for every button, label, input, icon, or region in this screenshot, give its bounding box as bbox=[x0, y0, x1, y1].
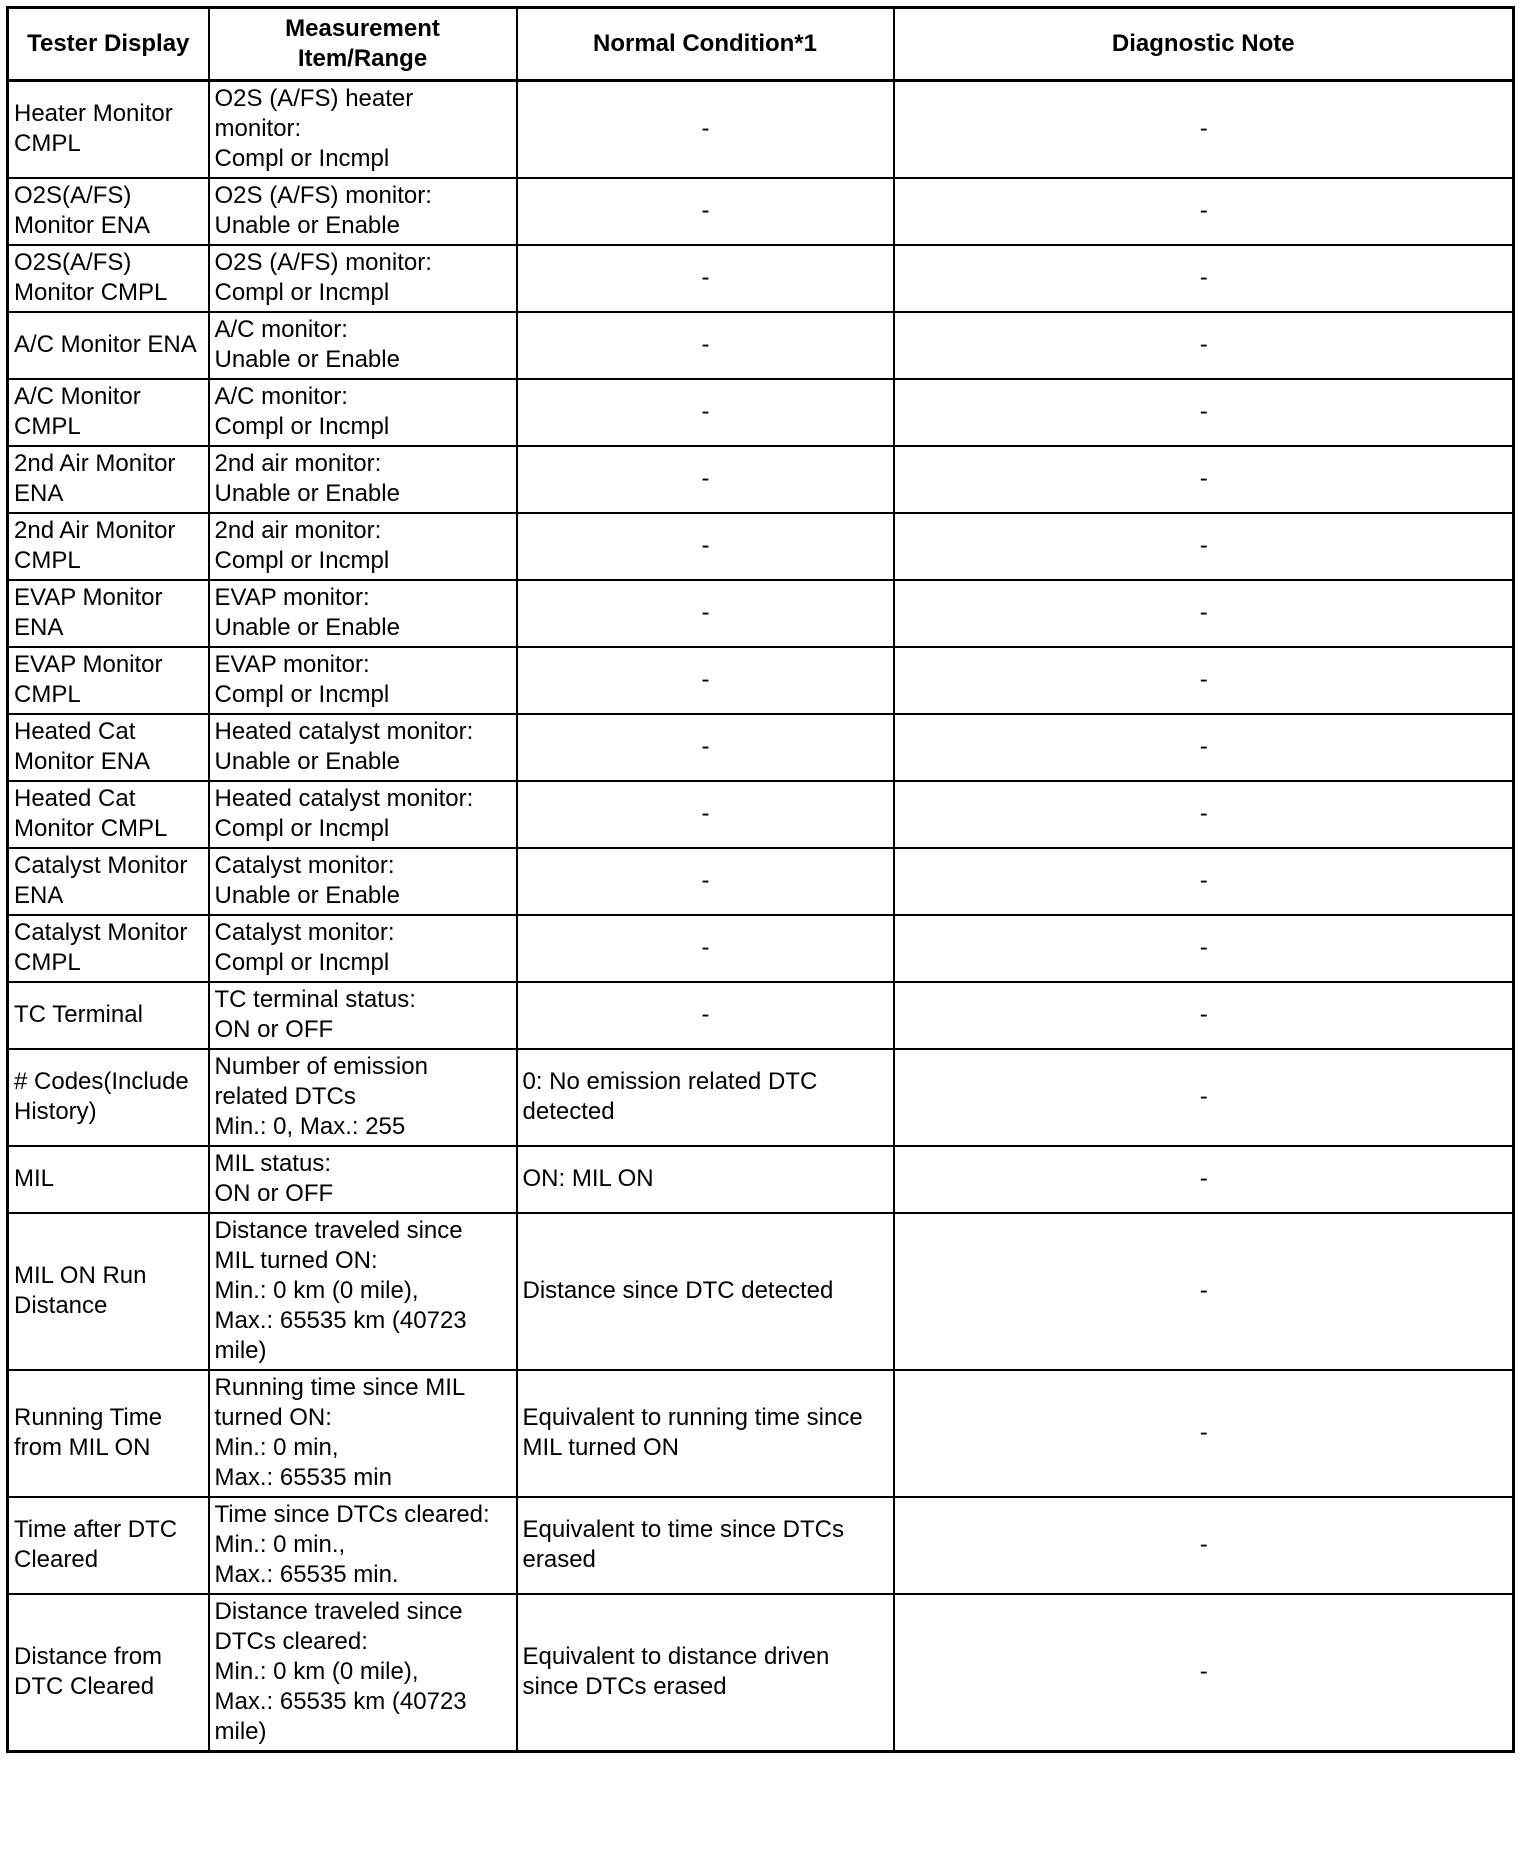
cell-tester-display: O2S(A/FS) Monitor ENA bbox=[8, 178, 209, 245]
cell-normal-condition: - bbox=[517, 446, 894, 513]
table-row bbox=[8, 81, 1514, 179]
cell-tester-display: Time after DTC Cleared bbox=[8, 1497, 209, 1594]
cell-tester-display: Heated Cat Monitor ENA bbox=[8, 714, 209, 781]
cell-measurement-range: Number of emission related DTCs Min.: 0, Max.: 255 bbox=[209, 1049, 517, 1146]
cell-tester-display: O2S(A/FS) Monitor CMPL bbox=[8, 245, 209, 312]
cell-measurement-range: MIL status: ON or OFF bbox=[209, 1146, 517, 1213]
cell-tester-display: Heater Monitor CMPL bbox=[8, 81, 209, 179]
cell-diagnostic-note: - bbox=[894, 848, 1514, 915]
table-row bbox=[8, 580, 1514, 647]
cell-measurement-range: EVAP monitor: Unable or Enable bbox=[209, 580, 517, 647]
cell-diagnostic-note: - bbox=[894, 781, 1514, 848]
cell-diagnostic-note: - bbox=[894, 580, 1514, 647]
cell-normal-condition: - bbox=[517, 915, 894, 982]
cell-diagnostic-note: - bbox=[894, 1594, 1514, 1752]
cell-normal-condition: - bbox=[517, 580, 894, 647]
cell-normal-condition: - bbox=[517, 178, 894, 245]
cell-measurement-range: Distance traveled since MIL turned ON: Min.: 0 km (0 mile), Max.: 65535 km (40723 mile) bbox=[209, 1213, 517, 1370]
table-header bbox=[8, 8, 1514, 81]
cell-measurement-range: Running time since MIL turned ON: Min.: 0 min, Max.: 65535 min bbox=[209, 1370, 517, 1497]
cell-measurement-range: O2S (A/FS) heater monitor: Compl or Incmpl bbox=[209, 81, 517, 179]
data-list-sheet bbox=[6, 6, 1515, 1753]
cell-measurement-range: Time since DTCs cleared: Min.: 0 min., Max.: 65535 min. bbox=[209, 1497, 517, 1594]
cell-diagnostic-note: - bbox=[894, 1213, 1514, 1370]
cell-normal-condition: - bbox=[517, 714, 894, 781]
cell-normal-condition: - bbox=[517, 982, 894, 1049]
table-row bbox=[8, 1213, 1514, 1370]
table-row bbox=[8, 513, 1514, 580]
cell-measurement-range: 2nd air monitor: Compl or Incmpl bbox=[209, 513, 517, 580]
cell-measurement-range: O2S (A/FS) monitor: Unable or Enable bbox=[209, 178, 517, 245]
cell-measurement-range: Catalyst monitor: Unable or Enable bbox=[209, 848, 517, 915]
cell-tester-display: 2nd Air Monitor ENA bbox=[8, 446, 209, 513]
table-row bbox=[8, 982, 1514, 1049]
header-diagnostic-note: Diagnostic Note bbox=[894, 8, 1514, 81]
table-row bbox=[8, 1594, 1514, 1752]
cell-normal-condition: - bbox=[517, 781, 894, 848]
cell-normal-condition: - bbox=[517, 245, 894, 312]
cell-diagnostic-note: - bbox=[894, 513, 1514, 580]
cell-measurement-range: TC terminal status: ON or OFF bbox=[209, 982, 517, 1049]
header-normal-condition: Normal Condition*1 bbox=[517, 8, 894, 81]
table-row bbox=[8, 446, 1514, 513]
cell-measurement-range: A/C monitor: Unable or Enable bbox=[209, 312, 517, 379]
cell-diagnostic-note: - bbox=[894, 178, 1514, 245]
cell-tester-display: Distance from DTC Cleared bbox=[8, 1594, 209, 1752]
cell-diagnostic-note: - bbox=[894, 915, 1514, 982]
table-row bbox=[8, 781, 1514, 848]
cell-tester-display: MIL bbox=[8, 1146, 209, 1213]
cell-measurement-range: Heated catalyst monitor: Unable or Enable bbox=[209, 714, 517, 781]
cell-measurement-range: O2S (A/FS) monitor: Compl or Incmpl bbox=[209, 245, 517, 312]
cell-tester-display: 2nd Air Monitor CMPL bbox=[8, 513, 209, 580]
cell-tester-display: TC Terminal bbox=[8, 982, 209, 1049]
table-row bbox=[8, 379, 1514, 446]
table-row bbox=[8, 1370, 1514, 1497]
cell-diagnostic-note: - bbox=[894, 1370, 1514, 1497]
header-measurement-item-range: Measurement Item/Range bbox=[209, 8, 517, 81]
cell-diagnostic-note: - bbox=[894, 245, 1514, 312]
cell-normal-condition: Equivalent to time since DTCs erased bbox=[517, 1497, 894, 1594]
cell-normal-condition: Equivalent to distance driven since DTCs erased bbox=[517, 1594, 894, 1752]
cell-diagnostic-note: - bbox=[894, 982, 1514, 1049]
cell-measurement-range: Catalyst monitor: Compl or Incmpl bbox=[209, 915, 517, 982]
cell-tester-display: EVAP Monitor CMPL bbox=[8, 647, 209, 714]
cell-measurement-range: Heated catalyst monitor: Compl or Incmpl bbox=[209, 781, 517, 848]
table-row bbox=[8, 647, 1514, 714]
cell-normal-condition: Equivalent to running time since MIL turned ON bbox=[517, 1370, 894, 1497]
table-row bbox=[8, 1146, 1514, 1213]
cell-diagnostic-note: - bbox=[894, 714, 1514, 781]
cell-diagnostic-note: - bbox=[894, 379, 1514, 446]
table-row bbox=[8, 245, 1514, 312]
table-row bbox=[8, 1497, 1514, 1594]
cell-tester-display: Catalyst Monitor CMPL bbox=[8, 915, 209, 982]
table-row bbox=[8, 915, 1514, 982]
table-row bbox=[8, 848, 1514, 915]
cell-normal-condition: - bbox=[517, 312, 894, 379]
cell-normal-condition: Distance since DTC detected bbox=[517, 1213, 894, 1370]
cell-normal-condition: ON: MIL ON bbox=[517, 1146, 894, 1213]
cell-normal-condition: - bbox=[517, 513, 894, 580]
cell-diagnostic-note: - bbox=[894, 81, 1514, 179]
table-body bbox=[8, 81, 1514, 1752]
table-row bbox=[8, 178, 1514, 245]
cell-diagnostic-note: - bbox=[894, 1497, 1514, 1594]
cell-measurement-range: Distance traveled since DTCs cleared: Min.: 0 km (0 mile), Max.: 65535 km (40723 mile) bbox=[209, 1594, 517, 1752]
cell-tester-display: # Codes(Include History) bbox=[8, 1049, 209, 1146]
cell-diagnostic-note: - bbox=[894, 312, 1514, 379]
cell-normal-condition: - bbox=[517, 848, 894, 915]
header-tester-display: Tester Display bbox=[8, 8, 209, 81]
table-row bbox=[8, 714, 1514, 781]
header-row bbox=[8, 8, 1514, 81]
data-list-table bbox=[6, 6, 1515, 1753]
cell-diagnostic-note: - bbox=[894, 1146, 1514, 1213]
cell-diagnostic-note: - bbox=[894, 1049, 1514, 1146]
cell-tester-display: MIL ON Run Distance bbox=[8, 1213, 209, 1370]
cell-normal-condition: - bbox=[517, 81, 894, 179]
cell-tester-display: EVAP Monitor ENA bbox=[8, 580, 209, 647]
cell-normal-condition: - bbox=[517, 647, 894, 714]
cell-tester-display: A/C Monitor CMPL bbox=[8, 379, 209, 446]
cell-measurement-range: A/C monitor: Compl or Incmpl bbox=[209, 379, 517, 446]
cell-tester-display: Catalyst Monitor ENA bbox=[8, 848, 209, 915]
cell-measurement-range: EVAP monitor: Compl or Incmpl bbox=[209, 647, 517, 714]
table-row bbox=[8, 312, 1514, 379]
table-row bbox=[8, 1049, 1514, 1146]
cell-tester-display: Heated Cat Monitor CMPL bbox=[8, 781, 209, 848]
cell-tester-display: A/C Monitor ENA bbox=[8, 312, 209, 379]
cell-measurement-range: 2nd air monitor: Unable or Enable bbox=[209, 446, 517, 513]
cell-normal-condition: - bbox=[517, 379, 894, 446]
cell-normal-condition: 0: No emission related DTC detected bbox=[517, 1049, 894, 1146]
cell-tester-display: Running Time from MIL ON bbox=[8, 1370, 209, 1497]
cell-diagnostic-note: - bbox=[894, 647, 1514, 714]
cell-diagnostic-note: - bbox=[894, 446, 1514, 513]
